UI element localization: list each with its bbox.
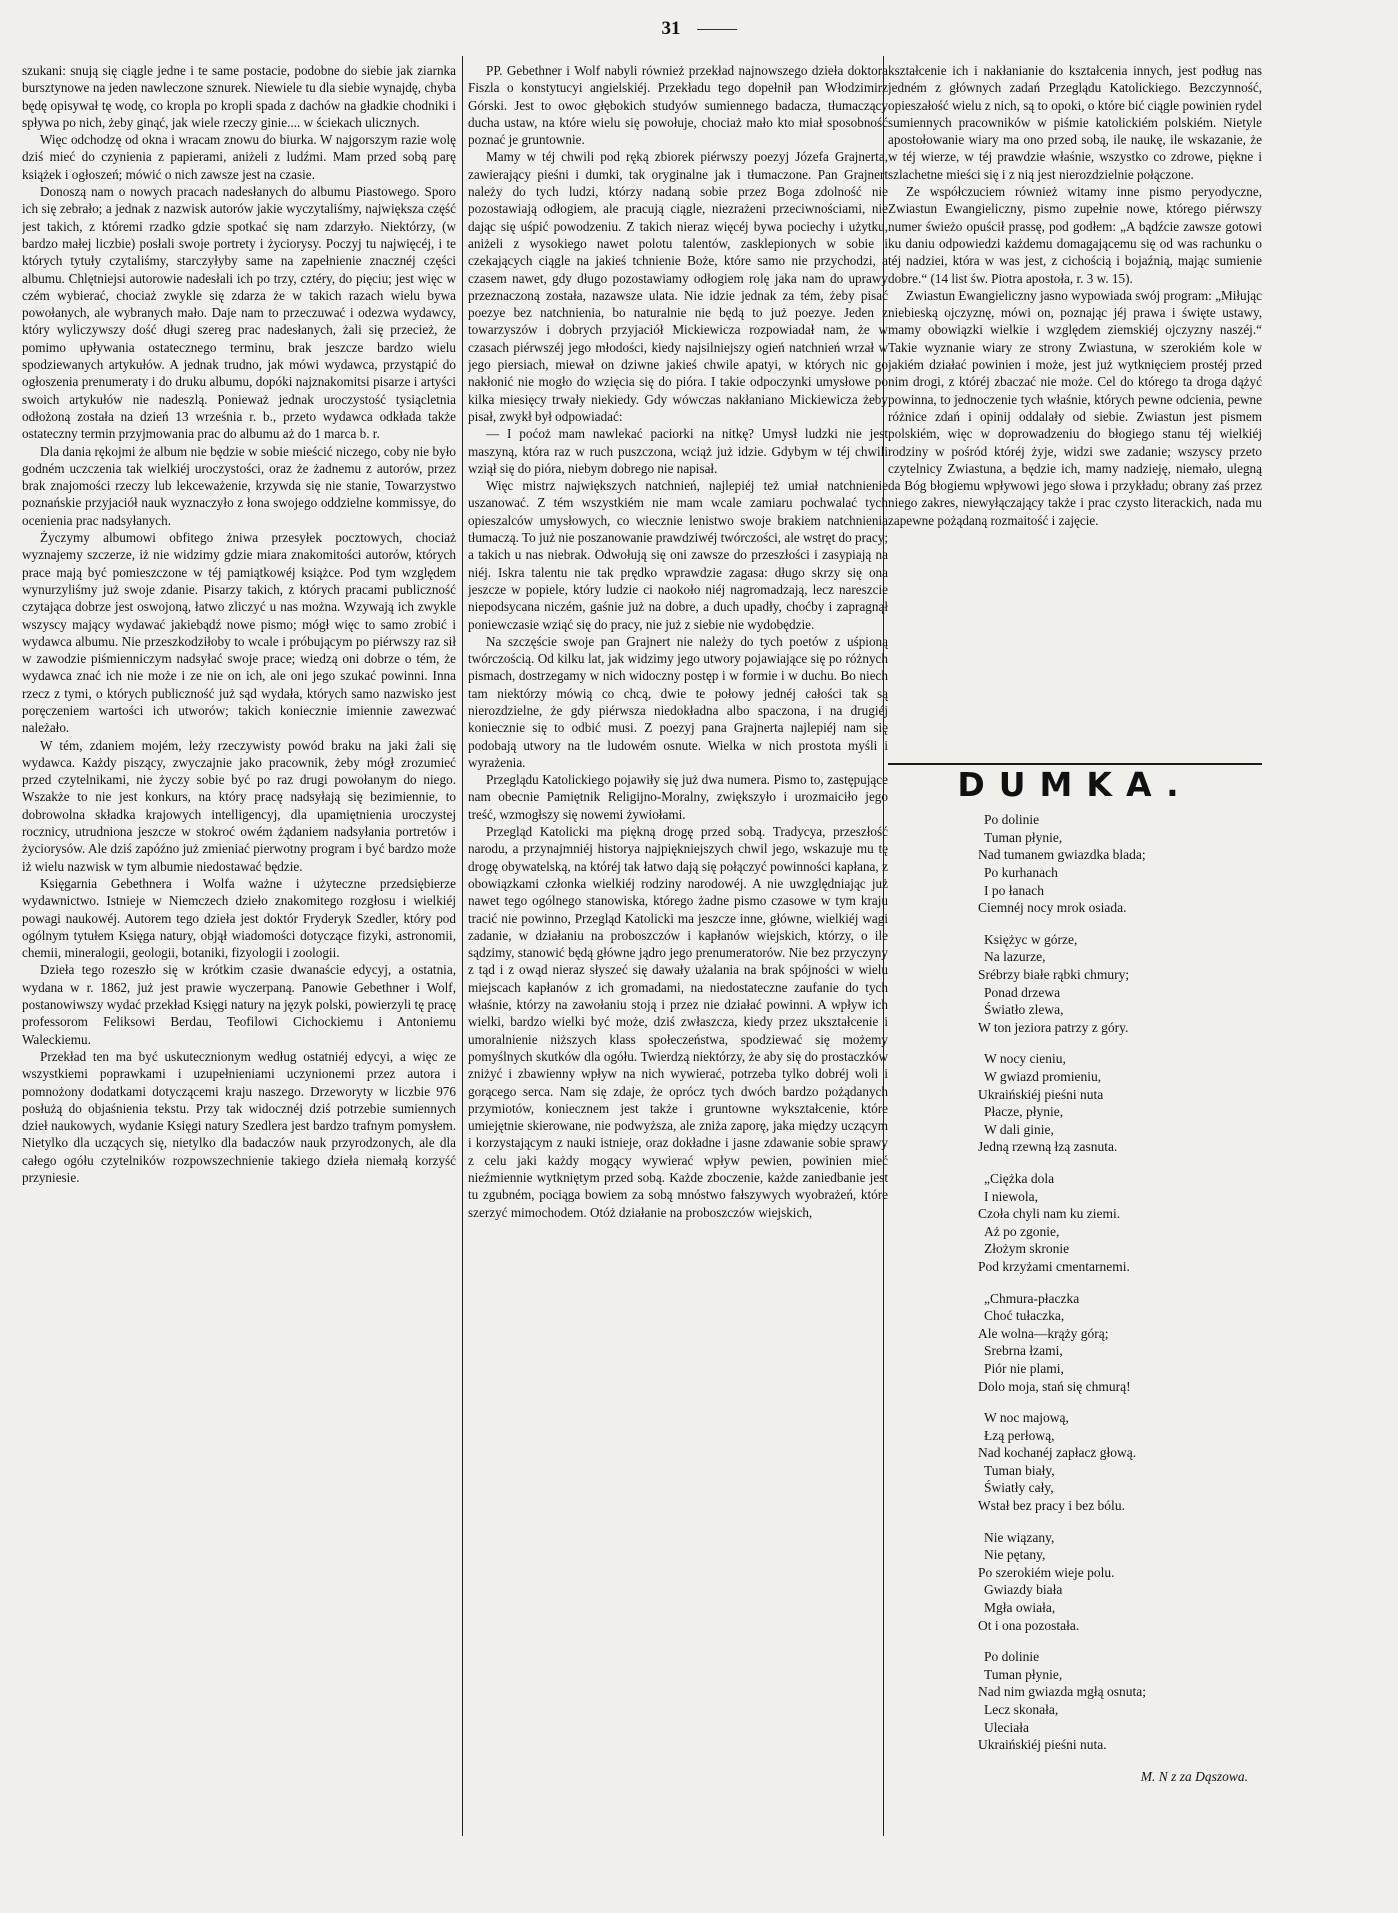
- poem-line: Nad tumanem gwiazdka blada;: [978, 847, 1146, 863]
- poem-line: Po dolinie: [984, 1649, 1040, 1665]
- paragraph: Dzieła tego rozeszło się w krótkim czasie dwanaście edycyj, a ostatnia, wydana w r. 1862, już jest prawie wyczerpaną. Panowie Gebethner i Wolf, postanowiwszy wydać przekład Księgi natury na język polski, powierzyli tę pracę professorom Feliksowi Berdau, Teofilowi Cichockiemu i Antoniemu Waleckiemu.: [22, 962, 456, 1047]
- poem-line: Łzą perłową,: [984, 1427, 1055, 1443]
- poem-line: Po dolinie: [984, 812, 1040, 828]
- poem-stanza: [978, 1409, 1262, 1515]
- paragraph: — I poćoż mam nawlekać paciorki na nitkę? Umysł ludzki nie jest maszyną, która raz w ruch puszczona, wciąż już idzie. Gdybym w téj chwili wziął się do pióra, niebym dobrego nie napisał.: [468, 426, 888, 476]
- paragraph: Donoszą nam o nowych pracach nadesłanych do albumu Piastowego. Sporo ich się zebrało; a jednak z nazwisk autorów jakie wyczytaliśmy, największa część jest takich, z któremi rzadko gdzie spotkać się nam zdarzyło. Niektórzy, (w bardzo małej liczbie) posłali swoje portrety i życiorysy. Poczyj tu najwięcéj, i te których tytuły czytaliśmy, starczyłyby same na zapełnienie znacznéj części albumu. Chlętniejsi autorowie nadesłali ich po trzy, cztéry, do pięciu; jest więc w czém wybierać, chociaż zwykle się zdarza że w takich razach wielu bywa powołanych, ale wybranych mało. Daje nam to przeczuwać i odezwa wydawcy, który wyliczywszy dość długi szereg prac nadesłanych, żali się przecież, że pomimo upływania ostatecznego terminu, brak jeszcze bardzo wielu spodziewanych artykułów. A jednak trudno, jak mówi wydawca, przystąpić do ogłoszenia prenumeraty i do druku albumu, dopóki najznakomitsi pisarze i artyści swoich artykułów nie nadeszlą. Ponieważ jednak uroczystość tysiącletnia odłożoną została na dzień 13 września r. b., przeto wydawca odkłada także ostateczny termin przyjmowania prac do albumu aż do 1 marca b. r.: [22, 184, 456, 442]
- poem-stanza: [978, 1290, 1262, 1396]
- poem-line: Złożym skronie: [984, 1241, 1070, 1257]
- poem-line: Jedną rzewną łzą zasnuta.: [978, 1139, 1118, 1155]
- poem-title: DUMKA.: [957, 765, 1193, 804]
- poem-line: Wstał bez pracy i bez bólu.: [978, 1498, 1125, 1514]
- poem-line: Czoła chyli nam ku ziemi.: [978, 1206, 1121, 1222]
- poem-line: W nocy cieniu,: [984, 1051, 1066, 1067]
- poem-line: I po łanach: [984, 882, 1044, 898]
- poem-line: Piór nie plami,: [984, 1360, 1064, 1376]
- poem-line: W gwiazd promieniu,: [984, 1069, 1102, 1085]
- poem-line: Ponad drzewa: [984, 984, 1061, 1000]
- article-column-left: [22, 62, 456, 1862]
- poem-line: Nad kochanéj zapłacz głową.: [978, 1445, 1137, 1461]
- paragraph: Życzymy albumowi obfitego żniwa przesyłek pocztowych, chociaż wyznajemy szczerze, iż nie widzimy gdzie miara znakomitości autorów, których prace mają być pomieszczone w téj pamiątkowéj książce. Pod tym względem wynurzyliśmy już swoje zdanie. Pisarzy takich, z których pracami publiczność czytająca dobrze jest oswojoną, łatwo zliczyć u nas można. Wzywają ich zwykle wszyscy mający wydawać jakiebądź nowe pismo; mógł więc to samo zrobić i wydawca albumu. Nie przeszkodziłoby to wcale i próbującym po piérwszy raz sił w zawodzie piśmienniczym nadsyłać swoje prace; wiedzą oni dobrze o tém, że wydawca znać ich nie może i ze nie on ich, ale oni jego szukać powinni. Inna rzecz z tymi, o których publiczność już sąd wydała, których samo nazwisko jest poręczeniem wartości ich utworów; takich koniecznie imiennie zawezwać należało.: [22, 530, 456, 736]
- poem-line: Po kurhanach: [984, 865, 1058, 881]
- column-rule-left: [462, 56, 463, 1836]
- poem-stanza: [978, 811, 1262, 917]
- paragraph: Więc mistrz największych natchnień, najlepiéj też umiał natchnienie uszanować. Z tém wszystkiém nie mam wcale zamiaru pochwalać tych opieszalców umysłowych, co wiecznie lenistwo swoje brakiem natchnienia tłumaczą. To już nie poszanowanie prawdziwéj twórczości, ale wstręt do pracy; a takich u nas niebrak. Odwołują się oni zawsze do przeszłości i zasypiają na niéj. Iskra talentu nie tak prędko wprawdzie zagasa: długo skrzy się ona jeszcze w popiele, który ludzie ci naokoło niéj nagromadzają, lecz nareszcie niepodsycana niczém, gaśnie już na dobre, a duch upadły, choćby i zapragnął poniewczasie wziąć się do pracy, nie już z siebie nie wydobędzie.: [468, 478, 888, 632]
- poem-line: Choć tułaczka,: [984, 1308, 1065, 1324]
- paragraph: Dla dania rękojmi że album nie będzie w sobie mieścić niczego, coby nie było godném uczczenia tak wielkiéj uroczystości, oraz że żadnemu z autorów, przez brak znajomości rzeczy lub lekceważenie, krzywda się nie stanie, Towarzystwo poznańskie przyjaciół nauk wyznaczyło z łona swojego oddzielne kommissye, do ocenienia prac nadsyłanych.: [22, 443, 456, 528]
- paragraph: Księgarnia Gebethnera i Wolfa ważne i użyteczne przedsiębierze wydawnictwo. Istnieje w Niemczech dzieło znakomitego rozgłosu i wielkiéj powagi naukowéj. Autorem tego dzieła jest doktór Fryderyk Szedler, który pod ogólnym tytułem Księga natury, objął wiadomości dotyczące fizyki, astronomii, chemii, mineralogii, geologii, botaniki, fizyologii i zoologii.: [22, 875, 456, 961]
- paragraph: PP. Gebethner i Wolf nabyli również przekład najnowszego dzieła doktora Fiszla o konstytucyi angielskiéj. Przekładu tego dopełnił pan Włodzimirz Górski. Jest to owoc głębokich studyów sumiennego badacza, tłumaczący ducha ustaw, na które wielu się powołuje, chociaż mało kto miał sposobność poznać je gruntownie.: [468, 63, 888, 148]
- paragraph: W tém, zdaniem mojém, leży rzeczywisty powód braku na jaki żali się wydawca. Każdy piszący, zwyczajnie jako pracownik, żeby mógł zrozumieć przed czytelnikami, nie życzy sobie być po raz drugi powołanym do niego. Wszakże to nie jest konkurs, na który pracę nadsyłają się bezimiennie, to dobrowolna składka krajowych intelligencyj, dla upamiętnienia uroczystej rocznicy, utrudniona jeszcze w stokroć owém żądaniem nadsyłania portretów i życiorysów. Ale dziś zapóźno już zmieniać pierwotny program i być bardzo może iż wielu nazwisk w tym albumie niedostawać będzie.: [22, 737, 456, 874]
- paragraph: Przekład ten ma być uskutecznionym według ostatniéj edycyi, a więc ze wszystkiemi poprawkami i uzupełnieniami uczynionemi przez autora i pomnożony dodatkami dotyczącemi kraju naszego. Drzeworyty w liczbie 976 posłużą do objaśnienia tekstu. Przy tak widocznéj dziś potrzebie sumiennych dzieł naukowych, wydanie Księgi natury Szedlera jest bardzo trafnym pomysłem. Nietylko dla uczących się, nietylko dla badaczów nauk przyrodzonych, ale dla całego ogółu czytelników rozpowszechnienie takiego dzieła niemałą korzyść przyniesie.: [22, 1048, 456, 1185]
- poem-line: Pod krzyżami cmentarnemi.: [978, 1258, 1130, 1274]
- paragraph: Przegląd Katolicki ma piękną drogę przed sobą. Tradycya, przeszłość narodu, a przynajmniéj historya najpiękniejszych chwil jego, wskazuje mu tę drogę obywatelską, na któréj tak łatwo dają się połączyć powinności kapłana, z obowiązkami członka wielkiéj rodziny narodowéj. A nie uwzględniając już nawet tego ogólnego stanowiska, którego żadne pismo czasowe w tym kraju tracić nie powinno, Przegląd Katolicki ma jeszcze inne, główne, wielkiéj wagi zadanie, w działaniu na proboszczów i kapłanów wiejskich, którzy, o ile sądzimy, stanowić będą główne jądro jego prenumeratorów. Nie bez przyczyny z tąd i z owąd nieraz słyszeć się dawały użalania na brak spójności w wielu miejscach kapłanów z ich gromadami, na niedostateczne zaufanie do tych właśnie, którzy na zawołaniu stoją i przez nie działać powinni. A wpływ ich wielki, bardzo wielki być może, dziś zwłaszcza, kiedy przez ukształcenie i umoralnienie niższych klass społeczeństwa, spodziewać się możemy pomyślnych skutków dla ogółu. Twierdzą niektórzy, że aby się do prostaczków zniżyć i zbawienny wpływ na nich wywierać, potrzeba tylko dobréj woli i gorącego serca. Nam się zdaje, że oprócz tych dwóch bardzo pożądanych przymiotów, koniecznem jest także i gruntowne wykształcenie, które umiejętnie skierowane, nie podwyższa, ale zniża zaporę, jaka między uczącym i korzystającym z nauki istnieje, oraz dokładne i jasne zdawanie sobie sprawy z celu jaki każdy mogący wywierać wpływ pewien, powinien mieć nieźmiennie wytkniętym przed sobą. Każde zboczenie, każde zaniedbanie jest tu zgubném, pociąga bowiem za sobą mnóstwo fałszywych wyobrażeń, które szerzyć mimochodem. Otóż działanie na proboszczów wiejskich,: [468, 824, 888, 1220]
- poem-line: Księżyc w górze,: [984, 931, 1078, 947]
- poem-line: Lecz skonała,: [984, 1702, 1059, 1718]
- poem-line: Mgła owiała,: [984, 1600, 1056, 1616]
- paragraph: Ze współczuciem również witamy inne pismo peryodyczne, Zwiastun Ewangieliczny, pismo zupełnie nowe, którego piérwszy numer świeżo opuścił prassę, pod godłem: „A bądźcie zawsze gotowi ku daniu odpowiedzi każdemu domagającemu się od was rachunku o téj nadziei, która w was jest, z cichością i bojaźnią, mając sumienie dobre.“ (14 list św. Piotra apostoła, r. 3 w. 15).: [888, 184, 1262, 286]
- poem-line: „Chmura-płaczka: [984, 1290, 1080, 1306]
- paragraph: Więc odchodzę od okna i wracam znowu do biurka. W najgorszym razie wolę dziś mieć do czynienia z papierami, aniżeli z ludźmi. Mam przed sobą parę książek i ogłoszeń; mówić o nich zawsze jest na czasie.: [22, 132, 456, 182]
- article-continuation: [888, 62, 1262, 738]
- poem-line: Ukraińskiéj pieśni nuta: [978, 1086, 1104, 1102]
- article-column-middle: [468, 62, 888, 1862]
- poem-line: Nie wiązany,: [984, 1529, 1055, 1545]
- poem-line: Po szerokiém wieje polu.: [978, 1564, 1115, 1580]
- poem-line: Tuman biały,: [984, 1462, 1055, 1478]
- poem-line: I niewola,: [984, 1188, 1038, 1204]
- poem-stanza: [978, 1529, 1262, 1635]
- poem-line: Srebrna łzami,: [984, 1343, 1063, 1359]
- paragraph: Przeglądu Katolickiego pojawiły się już dwa numera. Pismo to, zastępujące nam obecnie Pamiętnik Religijno-Moralny, zwiększyło i urozmaiciło jego treść, wzmogłszy się nowemi żywiołami.: [468, 772, 888, 822]
- poem-line: Nie pętany,: [984, 1547, 1046, 1563]
- poem-line: Płacze, płynie,: [984, 1104, 1064, 1120]
- poem-line: W dali ginie,: [984, 1121, 1054, 1137]
- poem-stanza: [978, 1050, 1262, 1156]
- poem-stanza: [978, 1648, 1262, 1754]
- poem: [888, 765, 1262, 1785]
- poem-line: Gwiazdy biała: [984, 1582, 1063, 1598]
- poem-line: Nad nim gwiazda mgłą osnuta;: [978, 1684, 1146, 1700]
- paragraph: szukani: snują się ciągle jedne i te same postacie, podobne do siebie jak ziarnka bursztynowe na jeden nawleczone sznurek. Niewiele tu dla siebie wynajdę, chyba będę opisywał tę wodę, co kropla po kropli spada z dachów na gładkie chodniki i spływa po nich, żeby ginąć, jak wiele rzeczy ginie.... w ściekach ulicznych.: [22, 63, 456, 130]
- poem-line: Na lazurze,: [984, 949, 1046, 965]
- poem-line: Tuman płynie,: [984, 1666, 1063, 1682]
- poem-line: „Ciężka dola: [984, 1170, 1055, 1186]
- poem-stanza: [978, 1170, 1262, 1276]
- poem-stanza: [978, 931, 1262, 1037]
- poem-line: Ciemnéj nocy mrok osiada.: [978, 900, 1127, 916]
- poem-line: Srébrzy białe rąbki chmury;: [978, 967, 1130, 983]
- paragraph: kształcenie ich i nakłanianie do kształcenia innych, jest podług nas jedném z głównych zadań Przeglądu Katolickiego. Bezczynność, opieszałość wielu z nich, są to opoki, o które bić ciągle powinien rydel sumiennych pracowników w piśmie katolickiém polskiém. Nietyle apostołowanie wiary ma ono przed sobą, ile naukę, ile wskazanie, że w téj wierze, w téj prawdzie właśnie, wszystko co zdrowe, piękne i szlachetne mieści się i z nią jest nierozdzielnie połączone.: [888, 63, 1262, 182]
- paragraph: Na szczęście swoje pan Grajnert nie należy do tych poetów z uśpioną twórczością. Od kilku lat, jak widzimy jego utwory pojawiające się po różnych pismach, dostrzegamy w nich widoczny postęp i w formie i w duchu. Bo niech tam niektórzy mówią co chcą, dwie te połowy jednéj całości tak są nierozdzielne, że gdy piérwsza niedokładna albo spaczona, i na drugiéj koniecznie się to odbić musi. Z poezyj pana Grajnerta najlepiéj nam się podobają utwory na tle ludowém osnute. Wielka w nich prostota myśli i wyrażenia.: [468, 633, 888, 770]
- paragraph: Zwiastun Ewangieliczny jasno wypowiada swój program: „Miłując niebieską ojczyznę, mówi on, poznając jéj prawa i święte ustawy, mamy obowiązki wielkie i względem ziemskiéj ojczyzny naszéj.“ Takie wyznanie wiary ze strony Zwiastuna, w szerokiém kole w jakiém działać powinien i może, jest już wytknięciem prostéj przed nim drogi, z któréj zbaczać nie może. Cel do którego ta droga dążyć powinna, to jednoczenie tych właśnie, których pewne odcienia, pewne różnice zdań i opinij oddalały od siebie. Zwiastun jest pismem polskiém, więc w doprowadzeniu do błogiego stanu téj wielkiéj rodziny w pośród któréj żyje, widzi swe zadanie; wszyscy przeto czytelnicy Zwiastuna, a będzie ich, mamy nadzieję, niemało, ulegną da Bóg błogiemu wpływowi jego słowa i przykładu; obrany zaś przez niego zakres, niewyłączający także i prac czysto literackich, nada mu zapewne pożądaną rozmaitość i zajęcie.: [888, 287, 1262, 528]
- poem-line: W ton jeziora patrzy z góry.: [978, 1019, 1129, 1035]
- poem-line: Światło zlewa,: [984, 1002, 1064, 1018]
- poem-stanzas: [888, 811, 1262, 1754]
- poem-signature: M. N z za Dąszowa.: [1140, 1768, 1248, 1784]
- article-column-right: [888, 62, 1262, 1862]
- poem-line: Ukraińskiéj pieśni nuta.: [978, 1737, 1107, 1753]
- poem-line: Dolo moja, stań się chmurą!: [978, 1378, 1131, 1394]
- poem-line: Światły cały,: [984, 1480, 1054, 1496]
- page-number: 31: [0, 18, 1398, 40]
- poem-line: Ale wolna—krąży górą;: [978, 1325, 1109, 1341]
- poem-line: Uleciała: [984, 1719, 1029, 1735]
- poem-line: Tuman płynie,: [984, 829, 1063, 845]
- poem-line: Aż po zgonie,: [984, 1223, 1060, 1239]
- poem-line: Ot i ona pozostała.: [978, 1617, 1080, 1633]
- poem-line: W noc majową,: [984, 1410, 1069, 1426]
- paragraph: Mamy w téj chwili pod ręką zbiorek piérwszy poezyj Józefa Grajnerta, zawierający pieśni i dumki, tak oryginalne jak i tłumaczone. Pan Grajnert należy do tych ludzi, którzy nadaną sobie przez Boga zdolność nie pozostawiają odłogiem, ale pracują ciągle, niezrażeni przeciwnościami, nie dając się uśpić powodzeniu. Z takich nieraz więcéj bywa pociechy i użytku, aniżeli z wysokiego nawet polotu talentów, zasklepionych w sobie i czekających ciągle na jakieś tchnienie Boże, które samo nie przychodzi, a czasem nawet, gdy długo pozostawiamy odłogiem rolę jaka nam do uprawy przeznaczoną została, nazawsze ulata. Nie idzie jednak za tém, żeby pisać poezye bez natchnienia, bo naturalnie nie będą to już poezye. Jeden z towarzyszów i dobrych przyjaciół Mickiewicza rozpowiadał nam, że w czasach piérwszéj jego młodości, kiedy najsilniejszy ogień natchnień wrzał w jego piersiach, miewał on dziwne jakieś chwile apatyi, w których nic go nakłonić nie mogło do wzięcia się do pióra. I takie odpoczynki umysłowe po kilka miesięcy trwały niekiedy. Gdy wówczas nakłaniano Mickiewicza żeby pisał, zwykł był odpowiadać:: [468, 149, 888, 424]
